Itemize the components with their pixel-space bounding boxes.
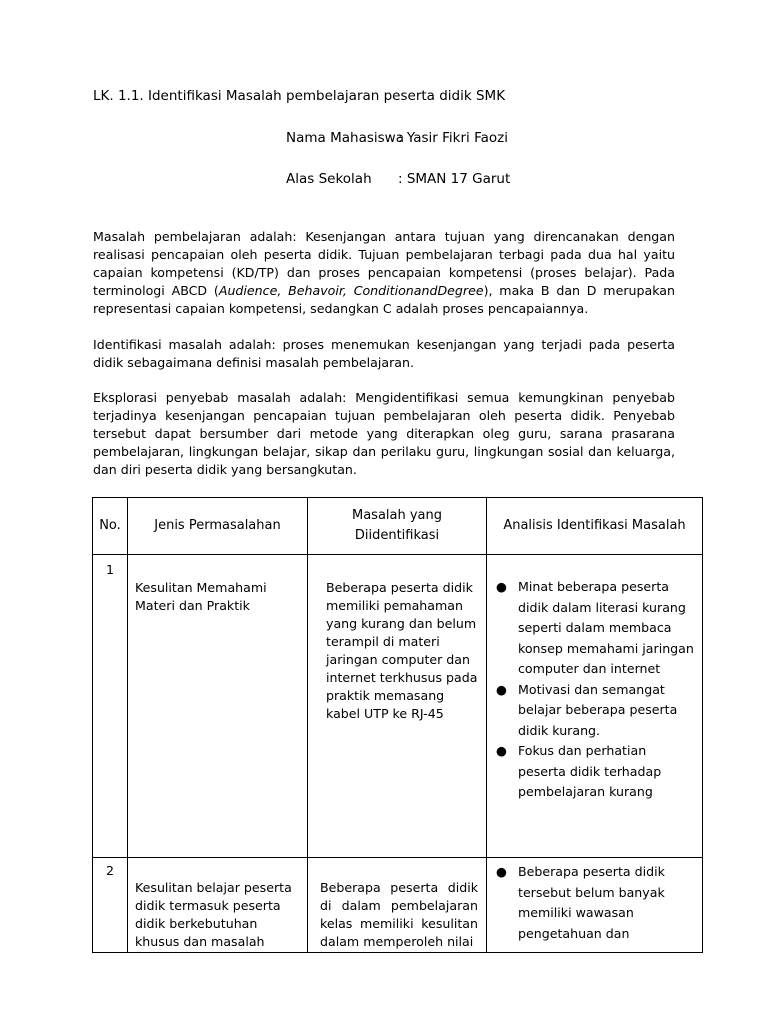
analisis-text: Motivasi dan semangat belajar beberapa peserta didik kurang. (518, 681, 678, 738)
header-analisis: Analisis Identifikasi Masalah (487, 498, 703, 555)
student-name-value: : Yasir Fikri Faozi (398, 130, 508, 146)
paragraph-definition-masalah (93, 228, 675, 318)
row-jenis: Kesulitan Memahami Materi dan Praktik (128, 555, 308, 858)
analisis-item (491, 862, 694, 944)
bullet-icon: ● (496, 743, 507, 758)
row-jenis: Kesulitan belajar peserta didik termasuk peserta didik berkebutuhan khusus dan masalah (128, 858, 308, 953)
row-number: 2 (93, 858, 128, 953)
header-masalah: Masalah yang Diidentifikasi (308, 498, 487, 555)
analisis-item (491, 680, 694, 742)
analisis-item (491, 741, 694, 803)
table-header-row (93, 498, 703, 555)
header-no: No. (93, 498, 128, 555)
bullet-icon: ● (496, 579, 507, 594)
analisis-list (491, 577, 694, 803)
row-analisis (487, 555, 703, 858)
table-row (93, 555, 703, 858)
row-masalah: Beberapa peserta didik memiliki pemahaman yang kurang dan belum terampil di materi jaringan computer dan internet terkhusus pada praktik memasang kabel UTP ke RJ-45 (308, 555, 487, 858)
analisis-list (491, 862, 694, 944)
paragraph-definition-part1: Masalah pembelajaran adalah: Kesenjangan antara tujuan yang direncanakan dengan realisasi pencapaian oleh peserta didik. Tujuan pembelajaran terbagi pada dua hal yaitu capaian kompetensi (KD/TP) dan proses pencapaian kompetensi (proses belajar). Pada terminologi ABCD ( (93, 229, 675, 298)
analisis-text: Beberapa peserta didik tersebut belum banyak memiliki wawasan pengetahuan dan (518, 864, 665, 941)
student-name-row (286, 130, 508, 146)
paragraph-definition-part2: ), maka B dan D merupakan representasi capaian kompetensi, sedangkan C adalah proses pencapaiannya. (93, 283, 675, 316)
school-label: Alas Sekolah (286, 171, 372, 187)
analisis-text: Minat beberapa peserta didik dalam literasi kurang seperti dalam membaca konsep memahami jaringan computer dan internet (518, 579, 694, 676)
school-row (286, 171, 510, 187)
analisis-item (491, 577, 694, 680)
header-jenis: Jenis Permasalahan (128, 498, 308, 555)
bullet-icon: ● (496, 864, 507, 879)
student-name-label: Nama Mahasiswa (286, 130, 404, 146)
analisis-text: Fokus dan perhatian peserta didik terhadap pembelajaran kurang (518, 743, 662, 799)
paragraph-definition-italic: Audience, Behavoir, ConditionandDegree (218, 283, 484, 298)
row-masalah: Beberapa peserta didik di dalam pembelajaran kelas memiliki kesulitan dalam memperoleh nilai (308, 858, 487, 953)
table-row (93, 858, 703, 953)
document-title: LK. 1.1. Identifikasi Masalah pembelajaran peserta didik SMK (93, 88, 506, 104)
row-number: 1 (93, 555, 128, 858)
bullet-icon: ● (496, 681, 507, 697)
paragraph-eksplorasi: Eksplorasi penyebab masalah adalah: Mengidentifikasi semua kemungkinan penyebab terjadinya kesenjangan pencapaian tujuan pembelajaran oleh peserta didik. Penyebab tersebut dapat bersumber dari metode yang diterapkan oleg guru, sarana prasarana pembelajaran, lingkungan belajar, sikap dan perilaku guru, lingkungan sosial dan keluarga, dan diri peserta didik yang bersangkutan. (93, 390, 675, 477)
problem-table (92, 497, 703, 953)
paragraph-identifikasi: Identifikasi masalah adalah: proses menemukan kesenjangan yang terjadi pada peserta didik sebagaimana definisi masalah pembelajaran. (93, 337, 675, 370)
row-analisis (487, 858, 703, 953)
school-value: : SMAN 17 Garut (398, 171, 511, 187)
